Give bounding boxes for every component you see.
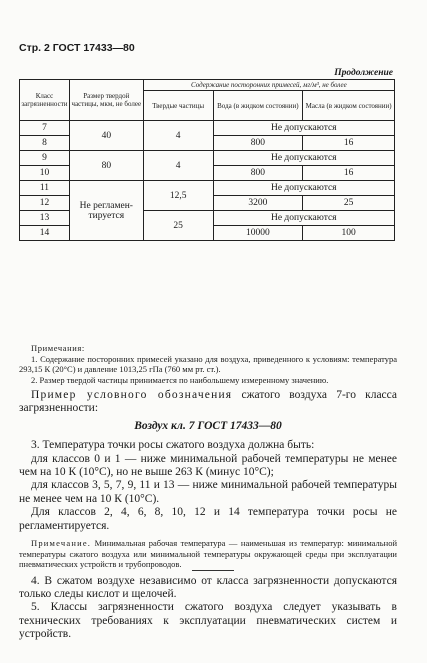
table-notes [19, 343, 397, 385]
class-cell: 8 [20, 136, 70, 151]
note-label: Примечание. [31, 538, 92, 549]
header-water: Вода (в жидком состоянии) [213, 91, 303, 121]
paragraph-4: 4. В сжатом воздухе независимо от класса загрязненности допускаются только следы кислот и щелочей. [19, 574, 397, 600]
header-impurities: Содержание посторонних примесей, мг/м³, не более [143, 80, 394, 91]
class-cell: 7 [20, 121, 70, 136]
page-header: Стр. 2 ГОСТ 17433—80 [19, 42, 135, 54]
paragraph-3b: для классов 3, 5, 7, 9, 11 и 13 — ниже минимальной рабочей температуры не менее чем на 10 К (10°С). [19, 479, 397, 505]
example-intro-spaced: Пример условного обозначения [31, 389, 233, 401]
class-cell: 12 [20, 196, 70, 211]
size-not-regulated-cell: Не регламентируется [69, 181, 143, 241]
size-cell: 40 [69, 121, 143, 151]
class-cell: 10 [20, 166, 70, 181]
not-allowed-cell: Не допускаются [213, 181, 394, 196]
note-2: 2. Размер твердой частицы принимается по наибольшему измеренному значению. [31, 374, 329, 385]
water-cell: 800 [213, 136, 303, 151]
oil-cell: 100 [303, 226, 395, 241]
body-text [19, 389, 397, 642]
paragraph-3c: Для классов 2, 4, 6, 8, 10, 12 и 14 температура точки росы не регламентируется. [19, 506, 397, 532]
class-cell: 9 [20, 151, 70, 166]
header-solid: Твердые частицы [143, 91, 213, 121]
not-allowed-cell: Не допускаются [213, 121, 394, 136]
oil-cell: 16 [303, 166, 395, 181]
oil-cell: 16 [303, 136, 395, 151]
oil-cell: 25 [303, 196, 395, 211]
class-cell: 14 [20, 226, 70, 241]
header-oil: Масла (в жидком состоянии) [303, 91, 395, 121]
solid-cell: 4 [143, 121, 213, 151]
class-cell: 13 [20, 211, 70, 226]
water-cell: 800 [213, 166, 303, 181]
class-cell: 11 [20, 181, 70, 196]
header-class: Класс загрязненности [20, 80, 70, 121]
contamination-table [19, 79, 395, 241]
solid-cell: 25 [143, 211, 213, 241]
notes-title: Примечания: [31, 343, 85, 353]
header-size: Размер твердой частицы, мкм, не более [69, 80, 143, 121]
water-cell: 3200 [213, 196, 303, 211]
example-intro [19, 389, 397, 416]
paragraph-5: 5. Классы загрязненности сжатого воздуха следует указывать в технических требованиях к эксплуатации пневматических систем и устройств. [19, 601, 397, 641]
designation-example: Воздух кл. 7 ГОСТ 17433—80 [134, 419, 282, 432]
paragraph-3a: для классов 0 и 1 — ниже минимальной рабочей температуры не менее чем на 10 К (10°С), но не выше 263 К (минус 10°С); [19, 452, 397, 479]
paragraph-3: 3. Температура точки росы сжатого воздуха должна быть: [31, 439, 315, 452]
footer-rule [192, 570, 234, 571]
example-intro-rest: сжатого воздуха 7-го класса загрязненности: [19, 389, 398, 415]
not-allowed-cell: Не допускаются [213, 211, 394, 226]
not-allowed-cell: Не допускаются [213, 151, 394, 166]
note-1: 1. Содержание посторонних примесей указано для воздуха, приведенного к условиям: температура 293,15 К (20°С) и давление 1013,25 гПа (760 мм рт. ст.). [19, 353, 397, 374]
note-text: Минимальная рабочая температура — наименьшая из температур: минимальной температуры сжатого воздуха или минимальной температуры окружающей среды при эксплуатации пневматических устройств и трубопроводов. [19, 538, 397, 570]
water-cell: 10000 [213, 226, 303, 241]
solid-cell: 12,5 [143, 181, 213, 211]
continuation-label: Продолжение [334, 68, 393, 78]
solid-cell: 4 [143, 151, 213, 181]
temperature-note [19, 538, 397, 570]
size-cell: 80 [69, 151, 143, 181]
